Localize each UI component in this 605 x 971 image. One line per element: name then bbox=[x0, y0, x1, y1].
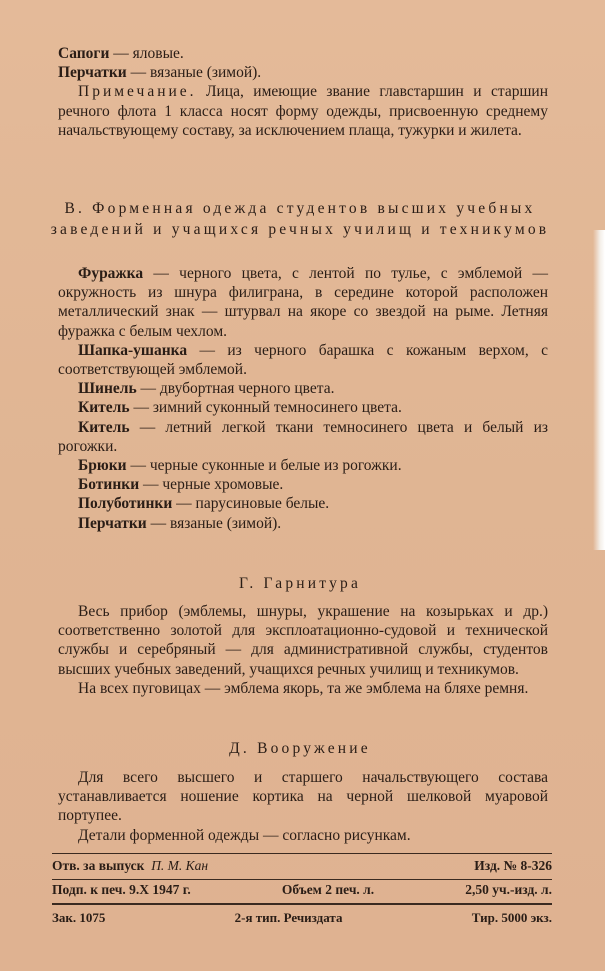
page-edge bbox=[593, 230, 605, 550]
item-term: Фуражка bbox=[78, 265, 144, 282]
item-winter-hat bbox=[58, 341, 548, 379]
order-number: Зак. 1075 bbox=[52, 910, 106, 925]
item-boots bbox=[58, 475, 548, 494]
imprint-rule-bottom bbox=[52, 903, 552, 905]
item-text: — зимний суконный темносинего цвета. bbox=[129, 399, 402, 417]
print-run: Тир. 5000 экз. bbox=[471, 910, 552, 925]
section-g-body bbox=[58, 602, 548, 698]
volume: Объем 2 печ. л. bbox=[281, 882, 375, 897]
note-paragraph bbox=[58, 82, 548, 140]
section-g-heading: Г. Гарнитура bbox=[238, 575, 362, 592]
section-d-heading: Д. Вооружение bbox=[229, 740, 371, 757]
item-text: — черные суконные и белые из рогожки. bbox=[126, 457, 402, 475]
item-text: — черные хромовые. bbox=[139, 476, 284, 494]
imprint-row-3 bbox=[52, 910, 552, 926]
publication-number: Изд. № 8-326 bbox=[474, 858, 552, 873]
item-term: Китель bbox=[78, 399, 130, 417]
item-cap bbox=[58, 264, 548, 341]
item-term: Полуботинки bbox=[78, 495, 173, 513]
gloves-line bbox=[58, 63, 548, 82]
note-label: Примечание. bbox=[78, 83, 197, 101]
responsible-name: П. М. Кан bbox=[151, 858, 209, 873]
gloves-term: Перчатки bbox=[58, 64, 127, 82]
top-block bbox=[58, 44, 548, 140]
item-text: — черного цвета, с лентой по тулье, с эмблемой — окружность из шнура филиграна, в середине которой расположен металлический знак — штурвал на якоре со звездой на рыме. Летняя фуражка с белым чехлом. bbox=[58, 265, 548, 340]
item-term: Шинель bbox=[78, 380, 137, 398]
responsible-label: Отв. за выпуск bbox=[52, 858, 145, 873]
imprint-rule-top bbox=[52, 853, 552, 854]
section-v-heading: В. Форменная одежда студентов высших учебных заведений и учащихся речных училищ и техникумов bbox=[50, 200, 550, 238]
item-text: — из черного барашка с кожаным верхом, с соответствующей эмблемой. bbox=[58, 341, 548, 379]
item-term: Шапка-ушанка bbox=[78, 341, 188, 359]
item-trousers bbox=[58, 456, 548, 475]
item-term: Перчатки bbox=[78, 514, 147, 532]
item-tunic-summer bbox=[58, 418, 548, 456]
item-term: Ботинки bbox=[78, 476, 140, 494]
section-g-para1: Весь прибор (эмблемы, шнуры, украшение на козырьках и др.) соответственно золотой для эксплоатационно-судовой и технической службы и серебряный — для административной службы, студентов высших учебных заведений, учащихся речных училищ и техникумов. bbox=[58, 603, 548, 678]
item-text: — вязаные (зимой). bbox=[146, 514, 282, 532]
section-v-items bbox=[58, 264, 548, 533]
item-tunic-winter bbox=[58, 398, 548, 417]
section-g-para2: На всех пуговицах — эмблема якорь, та же эмблема на бляхе ремня. bbox=[78, 679, 529, 697]
section-d-para2: Детали форменной одежды — согласно рисункам. bbox=[78, 826, 411, 844]
item-gloves bbox=[58, 514, 548, 533]
signed-to-print: Подп. к печ. 9.X 1947 г. bbox=[52, 882, 191, 897]
item-text: — летний легкой ткани темносинего цвета и белый из рогожки. bbox=[58, 418, 548, 455]
imprint-row-2 bbox=[52, 882, 552, 898]
item-text: — парусиновые белые. bbox=[172, 495, 330, 513]
item-term: Брюки bbox=[78, 457, 127, 475]
section-d-body bbox=[58, 768, 548, 845]
item-term: Китель bbox=[78, 418, 130, 436]
item-text: — двубортная черного цвета. bbox=[136, 380, 335, 398]
item-half-boots bbox=[58, 494, 548, 513]
publisher-sheets: 2,50 уч.-изд. л. bbox=[465, 882, 552, 897]
boots-line bbox=[58, 44, 548, 63]
printer: 2-я тип. Речиздата bbox=[234, 910, 343, 925]
boots-term: Сапоги bbox=[58, 45, 110, 62]
imprint-rule-mid bbox=[52, 879, 552, 880]
note-text: Лица, имеющие звание главстаршин и старшин речного флота 1 класса носят форму одежды, присвоенную среднему начальствующему составу, за исключением плаща, тужурки и жилета. bbox=[58, 83, 548, 139]
section-d-para1: Для всего высшего и старшего начальствующего состава устанавливается ношение кортика на черной шелковой муаровой портупее. bbox=[58, 769, 548, 825]
gloves-text: — вязаные (зимой). bbox=[126, 64, 262, 82]
responsible-block bbox=[52, 858, 208, 874]
boots-text: — яловые. bbox=[109, 45, 184, 62]
item-greatcoat bbox=[58, 379, 548, 398]
imprint-row-1 bbox=[52, 858, 552, 874]
